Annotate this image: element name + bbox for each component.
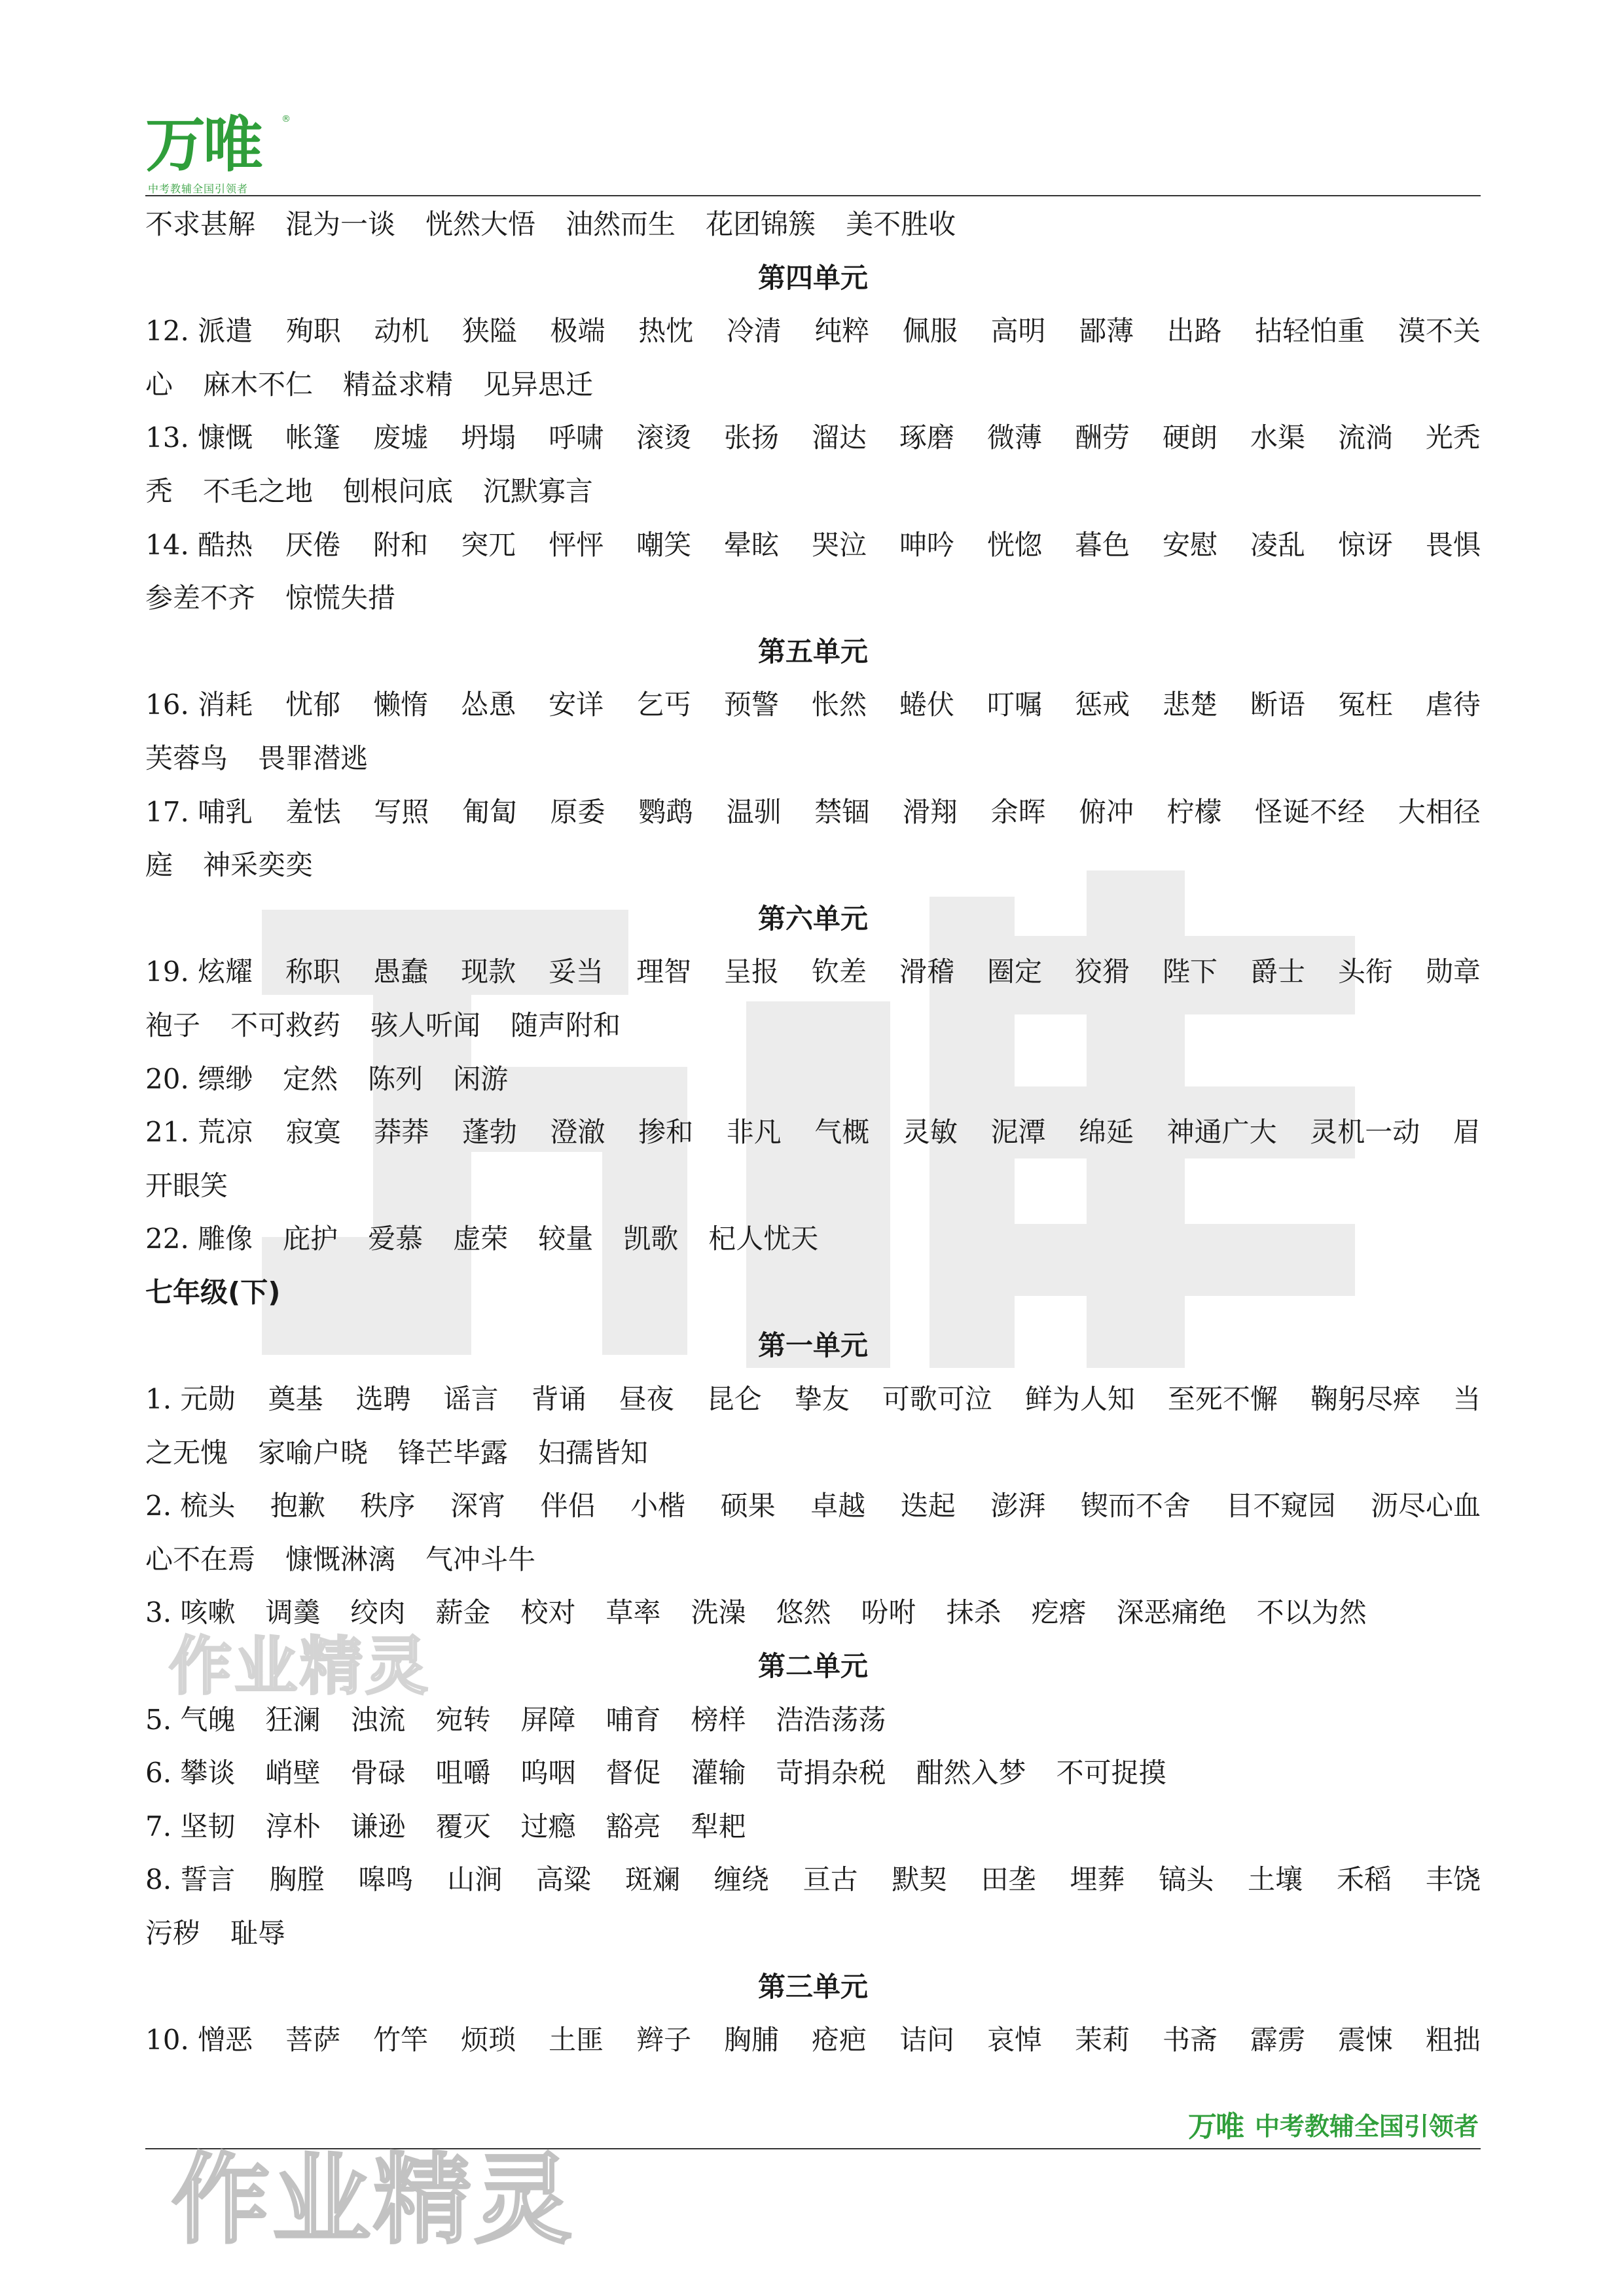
vocab-word: 慷慨淋漓 <box>285 1543 396 1575</box>
vocab-word: 酣然入梦 <box>916 1757 1026 1789</box>
vocab-word: 爱慕 <box>368 1223 424 1255</box>
vocab-word: 16. 消耗 <box>145 689 253 721</box>
vocab-word: 嗥鸣 <box>358 1863 414 1896</box>
vocab-word: 胸脯 <box>724 2024 780 2056</box>
vocab-line <box>145 999 1481 1052</box>
unit-heading: 第二单元 <box>757 1650 868 1683</box>
vocab-word: 抱歉 <box>270 1490 325 1522</box>
vocab-word: 田垄 <box>981 1863 1036 1896</box>
vocab-word: 伴侣 <box>540 1490 596 1522</box>
vocab-word: 硕果 <box>720 1490 776 1522</box>
vocab-word: 高明 <box>990 315 1046 348</box>
vocab-word: 怦怦 <box>549 528 604 561</box>
vocab-word: 疙瘩 <box>1031 1596 1087 1629</box>
vocab-word: 菩萨 <box>285 2024 341 2056</box>
vocab-word: 写照 <box>374 795 429 828</box>
vocab-word: 废墟 <box>373 422 429 454</box>
vocab-word: 安慰 <box>1162 528 1218 561</box>
vocab-word: 殉职 <box>285 315 341 348</box>
vocab-word: 恍惚 <box>987 528 1043 561</box>
watermark-text-middle: 作业精灵 <box>169 1630 431 1703</box>
vocab-word: 忧郁 <box>285 689 341 721</box>
vocab-word: 覆灭 <box>435 1810 491 1842</box>
vocab-word: 19. 炫耀 <box>145 956 253 988</box>
vocab-word: 钦差 <box>812 956 867 988</box>
vocab-line <box>145 2013 1481 2067</box>
vocab-word: 莽莽 <box>374 1116 429 1149</box>
vocab-word: 6. 攀谈 <box>145 1757 236 1789</box>
vocab-word: 疮疤 <box>812 2024 867 2056</box>
vocab-word: 现款 <box>461 956 516 988</box>
vocab-word: 陛下 <box>1162 956 1218 988</box>
vocab-word: 深宵 <box>450 1490 506 1522</box>
vocab-word: 怅然 <box>812 689 867 721</box>
vocab-word: 默契 <box>892 1863 947 1896</box>
vocab-word: 狡猾 <box>1074 956 1130 988</box>
vocab-line <box>145 1426 1481 1480</box>
grade-heading: 七年级(下) <box>145 1276 281 1308</box>
vocab-word: 督促 <box>605 1757 661 1789</box>
logo-mark: 万唯 <box>145 110 261 180</box>
vocab-word: 鄙薄 <box>1079 315 1134 348</box>
vocab-word: 附和 <box>373 528 429 561</box>
vocab-word: 气冲斗牛 <box>425 1543 536 1575</box>
vocab-word: 参差不齐 <box>145 582 256 615</box>
vocab-word: 流淌 <box>1337 422 1393 454</box>
vocab-word: 背诵 <box>531 1383 586 1416</box>
vocab-word: 粗拙 <box>1425 2024 1481 2056</box>
vocab-word: 叮嘱 <box>987 689 1043 721</box>
vocab-word: 原委 <box>550 795 605 828</box>
vocab-word: 闲游 <box>453 1062 509 1095</box>
vocab-word: 张扬 <box>724 422 780 454</box>
vocab-word: 选聘 <box>355 1383 411 1416</box>
vocab-word: 1. 元勋 <box>145 1383 236 1416</box>
vocab-word: 冷清 <box>726 315 782 348</box>
vocab-word: 悠然 <box>776 1596 831 1629</box>
vocab-word: 至死不懈 <box>1167 1383 1278 1416</box>
vocab-word: 3. 咳嗽 <box>145 1596 236 1629</box>
vocab-word: 胸膛 <box>269 1863 325 1896</box>
vocab-word: 禁锢 <box>814 795 870 828</box>
vocab-word: 高粱 <box>535 1863 591 1896</box>
vocab-word: 灌输 <box>691 1757 746 1789</box>
vocab-word: 杞人忧天 <box>708 1223 819 1255</box>
vocab-word: 不求甚解 <box>145 208 256 240</box>
vocab-word: 随声附和 <box>511 1009 621 1041</box>
vocab-word: 定然 <box>283 1062 338 1095</box>
vocab-word: 咀嚼 <box>435 1757 491 1789</box>
vocab-word: 纯粹 <box>814 315 870 348</box>
vocab-word: 2. 梳头 <box>145 1490 236 1522</box>
vocab-word: 狭隘 <box>461 315 517 348</box>
vocab-word: 镐头 <box>1159 1863 1214 1896</box>
vocab-word: 锋芒毕露 <box>398 1436 509 1469</box>
vocab-word: 刨根问底 <box>343 475 454 507</box>
vocab-word: 山涧 <box>447 1863 503 1896</box>
vocab-word: 花团锦簇 <box>706 208 816 240</box>
vocab-line <box>145 1853 1481 1907</box>
vocab-word: 目不窥园 <box>1225 1490 1336 1522</box>
vocab-word: 蜷伏 <box>899 689 955 721</box>
vocab-line <box>145 465 1481 518</box>
vocab-word: 泥潭 <box>990 1116 1046 1149</box>
vocab-word: 昆仑 <box>706 1383 762 1416</box>
vocab-word: 卓越 <box>810 1490 866 1522</box>
vocab-word: 惩戒 <box>1074 689 1130 721</box>
vocab-word: 谦逊 <box>350 1810 406 1842</box>
vocab-word: 头衔 <box>1337 956 1393 988</box>
vocab-word: 哺育 <box>605 1703 661 1736</box>
vocab-word: 光秃 <box>1425 422 1481 454</box>
vocab-word: 麻木不仁 <box>203 368 314 401</box>
vocab-word: 诘问 <box>899 2024 955 2056</box>
vocab-word: 过瘾 <box>520 1810 576 1842</box>
vocab-word: 茉莉 <box>1074 2024 1130 2056</box>
vocab-word: 家喻户晓 <box>258 1436 369 1469</box>
vocab-word: 哭泣 <box>812 528 867 561</box>
vocab-word: 22. 雕像 <box>145 1223 253 1255</box>
vocab-word: 淳朴 <box>265 1810 321 1842</box>
vocab-word: 沉默寡言 <box>483 475 594 507</box>
vocab-word: 称职 <box>285 956 341 988</box>
vocab-word: 灵敏 <box>902 1116 958 1149</box>
vocab-word: 丰饶 <box>1425 1863 1481 1896</box>
vocab-word: 不可捉摸 <box>1056 1757 1166 1789</box>
vocab-word: 草率 <box>605 1596 661 1629</box>
vocab-word: 辫子 <box>636 2024 692 2056</box>
vocab-word: 酬劳 <box>1074 422 1130 454</box>
vocab-word: 暮色 <box>1074 528 1130 561</box>
vocab-word: 骨碌 <box>350 1757 406 1789</box>
vocab-word: 土匪 <box>549 2024 604 2056</box>
vocab-line <box>145 1533 1481 1587</box>
vocab-word: 不可救药 <box>230 1009 341 1041</box>
vocab-word: 勋章 <box>1425 956 1481 988</box>
vocab-word: 陈列 <box>368 1062 424 1095</box>
vocab-word: 芙蓉鸟 <box>145 742 228 774</box>
footer-slogan: 中考教辅全国引领者 <box>1254 2111 1479 2141</box>
vocab-word: 骇人听闻 <box>370 1009 481 1041</box>
vocab-word: 虚荣 <box>453 1223 509 1255</box>
vocab-word: 畏罪潜逃 <box>258 742 369 774</box>
vocab-word: 乞丐 <box>636 689 692 721</box>
vocab-word: 秩序 <box>360 1490 416 1522</box>
vocab-word: 12. 派遣 <box>145 315 253 348</box>
vocab-line <box>145 1105 1481 1159</box>
vocab-word: 懒惰 <box>373 689 429 721</box>
vocab-word: 俯冲 <box>1079 795 1134 828</box>
vocab-word: 鹦鹉 <box>638 795 694 828</box>
vocab-word: 哀悼 <box>987 2024 1043 2056</box>
vocab-word: 13. 慷慨 <box>145 422 253 454</box>
vocab-word: 呻吟 <box>899 528 955 561</box>
vocab-word: 霹雳 <box>1250 2024 1305 2056</box>
vocab-word: 校对 <box>520 1596 576 1629</box>
vocab-line <box>145 678 1481 732</box>
vocab-word: 混为一谈 <box>285 208 396 240</box>
vocab-word: 水渠 <box>1250 422 1305 454</box>
vocab-word: 耻辱 <box>230 1917 286 1949</box>
vocab-word: 圈定 <box>987 956 1043 988</box>
vocab-word: 亘古 <box>803 1863 858 1896</box>
vocab-word: 不毛之地 <box>203 475 314 507</box>
vocab-word: 昼夜 <box>619 1383 674 1416</box>
vocab-word: 怂恿 <box>461 689 516 721</box>
vocab-word: 溜达 <box>812 422 867 454</box>
vocab-word: 锲而不舍 <box>1080 1490 1191 1522</box>
vocab-word: 惊慌失措 <box>285 582 396 615</box>
vocab-word: 开眼笑 <box>145 1169 228 1202</box>
vocab-word: 硬朗 <box>1162 422 1218 454</box>
vocab-word: 不以为然 <box>1256 1596 1367 1629</box>
vocab-line <box>145 411 1481 465</box>
vocab-word: 当 <box>1453 1383 1481 1416</box>
vocab-word: 屏障 <box>520 1703 576 1736</box>
vocab-word: 挚友 <box>794 1383 850 1416</box>
vocab-word: 绵延 <box>1079 1116 1134 1149</box>
vocab-word: 佩服 <box>902 315 958 348</box>
unit-heading: 第三单元 <box>757 1970 868 2003</box>
vocab-word: 20. 缥缈 <box>145 1062 253 1095</box>
vocab-word: 谣言 <box>443 1383 499 1416</box>
vocab-word: 震悚 <box>1337 2024 1393 2056</box>
vocab-word: 动机 <box>374 315 429 348</box>
vocab-word: 深恶痛绝 <box>1116 1596 1227 1629</box>
vocab-word: 断语 <box>1250 689 1305 721</box>
vocab-line <box>145 1372 1481 1426</box>
vocab-word: 狂澜 <box>265 1703 321 1736</box>
vocab-word: 妇孺皆知 <box>538 1436 649 1469</box>
vocab-word: 澄澈 <box>550 1116 605 1149</box>
vocab-word: 拈轻怕重 <box>1255 315 1365 348</box>
vocab-word: 柠檬 <box>1166 795 1222 828</box>
vocab-line <box>145 1907 1481 1960</box>
vocab-word: 见异思迁 <box>483 368 594 401</box>
vocab-word: 恍然大悟 <box>425 208 536 240</box>
vocab-word: 虐待 <box>1425 689 1481 721</box>
vocab-word: 峭壁 <box>265 1757 321 1789</box>
vocab-word: 心 <box>145 368 173 401</box>
vocab-line <box>145 571 1481 625</box>
vocab-line <box>145 1800 1481 1854</box>
vocab-word: 吩咐 <box>861 1596 916 1629</box>
unit-heading: 第六单元 <box>757 902 868 935</box>
registered-mark: ® <box>281 114 291 124</box>
vocab-word: 安详 <box>549 689 604 721</box>
footer-logo: 万唯 <box>1187 2110 1243 2144</box>
vocab-word: 漠不关 <box>1398 315 1481 348</box>
vocab-word: 蓬勃 <box>461 1116 517 1149</box>
vocab-word: 7. 坚韧 <box>145 1810 236 1842</box>
vocab-word: 可歌可泣 <box>882 1383 992 1416</box>
vocab-word: 宛转 <box>435 1703 491 1736</box>
vocab-word: 斑斓 <box>624 1863 680 1896</box>
vocab-word: 掺和 <box>638 1116 694 1149</box>
vocab-word: 非凡 <box>726 1116 782 1149</box>
vocab-line <box>145 945 1481 999</box>
vocab-word: 袍子 <box>145 1009 201 1041</box>
vocab-word: 寂寞 <box>285 1116 341 1149</box>
vocab-line <box>145 518 1481 572</box>
vocab-line <box>145 198 1481 251</box>
vocab-word: 妥当 <box>549 956 604 988</box>
vocab-word: 豁亮 <box>605 1810 661 1842</box>
watermark-text-bottom: 作业精灵 <box>171 2144 575 2257</box>
vocabulary-list <box>145 198 1481 2067</box>
vocab-word: 鲜为人知 <box>1024 1383 1135 1416</box>
vocab-word: 油然而生 <box>566 208 676 240</box>
vocab-word: 薪金 <box>435 1596 491 1629</box>
vocab-word: 微薄 <box>987 422 1043 454</box>
vocab-word: 榜样 <box>691 1703 746 1736</box>
vocab-word: 滑稽 <box>899 956 955 988</box>
vocab-word: 眉 <box>1453 1116 1481 1149</box>
vocab-word: 呈报 <box>724 956 780 988</box>
vocab-word: 8. 誓言 <box>145 1863 236 1896</box>
vocab-word: 气概 <box>814 1116 870 1149</box>
vocab-word: 凌乱 <box>1250 528 1305 561</box>
vocab-word: 竹竿 <box>373 2024 429 2056</box>
vocab-word: 庭 <box>145 849 173 882</box>
vocab-word: 绞肉 <box>350 1596 406 1629</box>
vocab-word: 厌倦 <box>285 528 341 561</box>
vocab-word: 冤枉 <box>1337 689 1393 721</box>
vocab-word: 21. 荒凉 <box>145 1116 253 1149</box>
vocab-line <box>145 1212 1481 1266</box>
vocab-word: 土壤 <box>1248 1863 1303 1896</box>
vocab-line <box>145 358 1481 412</box>
vocab-word: 热忱 <box>638 315 694 348</box>
vocab-word: 精益求精 <box>343 368 454 401</box>
header-logo <box>145 110 296 198</box>
vocab-line <box>145 785 1481 839</box>
vocab-word: 奠基 <box>268 1383 323 1416</box>
vocab-word: 秃 <box>145 475 173 507</box>
footer-brand <box>1188 2101 1479 2147</box>
vocab-word: 预警 <box>724 689 780 721</box>
vocab-line <box>145 304 1481 358</box>
vocab-word: 琢磨 <box>899 422 955 454</box>
header-rule <box>145 195 1481 196</box>
vocab-word: 洗澡 <box>691 1596 746 1629</box>
vocab-line <box>145 1746 1481 1800</box>
vocab-word: 匍匐 <box>461 795 517 828</box>
unit-heading: 第一单元 <box>757 1329 868 1362</box>
vocab-word: 呼啸 <box>549 422 604 454</box>
unit-heading: 第五单元 <box>757 635 868 668</box>
vocab-word: 犁耙 <box>691 1810 746 1842</box>
vocab-word: 晕眩 <box>724 528 780 561</box>
vocab-word: 埋葬 <box>1070 1863 1125 1896</box>
vocab-word: 澎湃 <box>990 1490 1046 1522</box>
logo-tagline: 中考教辅全国引领者 <box>148 183 249 195</box>
vocab-word: 抹杀 <box>946 1596 1001 1629</box>
vocab-word: 愚蠢 <box>373 956 429 988</box>
vocab-word: 惊讶 <box>1337 528 1393 561</box>
vocab-word: 帐篷 <box>285 422 341 454</box>
vocab-line <box>145 838 1481 892</box>
vocab-word: 温驯 <box>726 795 782 828</box>
vocab-line <box>145 732 1481 785</box>
vocab-word: 坍塌 <box>461 422 516 454</box>
vocab-word: 滚烫 <box>636 422 692 454</box>
vocab-word: 庇护 <box>283 1223 338 1255</box>
vocab-word: 滑翔 <box>902 795 958 828</box>
vocab-word: 突兀 <box>461 528 516 561</box>
vocab-word: 较量 <box>538 1223 594 1255</box>
vocab-word: 10. 憎恶 <box>145 2024 253 2056</box>
vocab-word: 出路 <box>1166 315 1222 348</box>
vocab-word: 灵机一动 <box>1310 1116 1420 1149</box>
vocab-word: 心不在焉 <box>145 1543 256 1575</box>
vocab-word: 浩浩荡荡 <box>776 1703 886 1736</box>
unit-heading: 第四单元 <box>757 261 868 294</box>
vocab-word: 极端 <box>550 315 605 348</box>
vocab-word: 之无愧 <box>145 1436 228 1469</box>
vocab-word: 怪诞不经 <box>1255 795 1365 828</box>
vocab-word: 迭起 <box>900 1490 956 1522</box>
vocab-word: 调羹 <box>265 1596 321 1629</box>
vocab-word: 理智 <box>636 956 692 988</box>
vocab-word: 呜咽 <box>520 1757 576 1789</box>
vocab-word: 神通广大 <box>1166 1116 1277 1149</box>
vocab-word: 浊流 <box>350 1703 406 1736</box>
vocab-word: 书斋 <box>1162 2024 1218 2056</box>
vocab-line <box>145 1159 1481 1213</box>
vocab-word: 污秽 <box>145 1917 201 1949</box>
vocab-word: 禾稻 <box>1337 1863 1392 1896</box>
vocab-word: 悲楚 <box>1162 689 1218 721</box>
vocab-word: 羞怯 <box>285 795 341 828</box>
vocab-word: 神采奕奕 <box>203 849 314 882</box>
vocab-word: 14. 酷热 <box>145 528 253 561</box>
vocab-word: 凯歌 <box>623 1223 679 1255</box>
vocab-word: 美不胜收 <box>846 208 956 240</box>
vocab-word: 苛捐杂税 <box>776 1757 886 1789</box>
vocab-line <box>145 1479 1481 1533</box>
vocab-word: 爵士 <box>1250 956 1305 988</box>
vocab-word: 沥尽心血 <box>1370 1490 1481 1522</box>
vocab-word: 烦琐 <box>461 2024 516 2056</box>
vocab-word: 17. 哺乳 <box>145 795 253 828</box>
vocab-word: 余晖 <box>990 795 1046 828</box>
vocab-word: 小楷 <box>630 1490 686 1522</box>
vocab-word: 鞠躬尽瘁 <box>1310 1383 1420 1416</box>
vocab-word: 5. 气魄 <box>145 1703 236 1736</box>
vocab-word: 大相径 <box>1398 795 1481 828</box>
vocab-word: 缠绕 <box>713 1863 769 1896</box>
vocab-word: 畏惧 <box>1425 528 1481 561</box>
vocab-word: 嘲笑 <box>636 528 692 561</box>
vocab-line <box>145 1052 1481 1106</box>
